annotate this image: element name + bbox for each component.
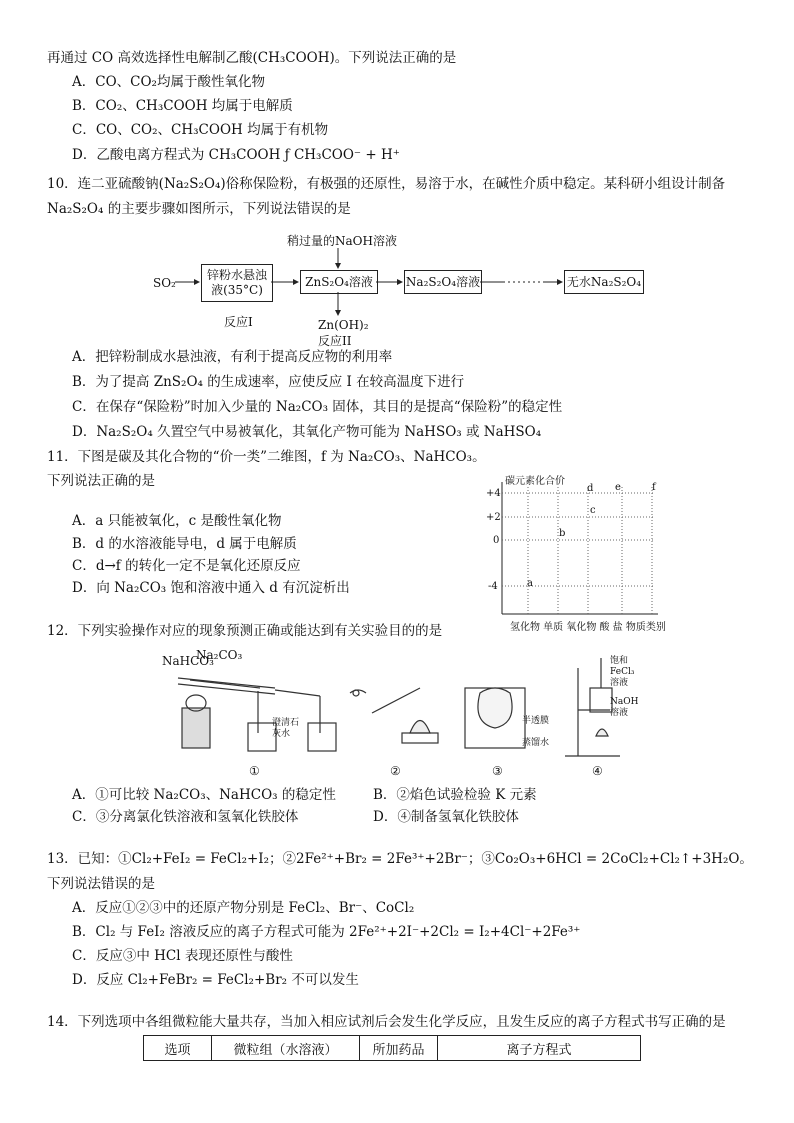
q13-option-d: D．反应 Cl₂+FeBr₂ = FeCl₂+Br₂ 不可以发生: [72, 972, 359, 988]
graph-x-label: 氢化物 单质 氧化物 酸 盐 物质类别: [510, 622, 666, 633]
q14-stem: 14．下列选项中各组微粒能大量共存，当加入相应试剂后会发生化学反应，且发生反应的离子方程式书写正确的是: [47, 1014, 726, 1030]
q11-stem-2: 下列说法正确的是: [47, 473, 155, 489]
q9-option-b: B．CO₂、CH₃COOH 均属于电解质: [72, 98, 293, 114]
q10-option-b: B．为了提高 ZnS₂O₄ 的生成速率，应使反应 I 在较高温度下进行: [72, 374, 465, 390]
header-option: 选项: [144, 1036, 212, 1061]
q12-option-c: C．③分离氯化铁溶液和氢氧化铁胶体: [72, 809, 299, 825]
graph-point-e: e: [615, 482, 621, 493]
graph-ytick-0: 0: [493, 535, 500, 546]
q10-option-d: D．Na₂S₂O₄ 久置空气中易被氧化，其氧化产物可能为 NaHSO₃ 或 NaHSO₄: [72, 424, 542, 440]
flow-box-na2s2o4-solution: Na₂S₂O₄溶液: [404, 270, 482, 294]
graph-ytick-plus4: +4: [486, 488, 501, 499]
q9-stem: 再通过 CO 高效选择性电解制乙酸(CH₃COOH)。下列说法正确的是: [47, 50, 457, 66]
flow-byproduct: Zn(OH)₂: [318, 318, 369, 332]
q13-option-a: A．反应①②③中的还原产物分别是 FeCl₂、Br⁻、CoCl₂: [72, 900, 415, 916]
graph-point-a: a: [527, 578, 533, 589]
label-naoh: NaOH溶液: [610, 697, 639, 718]
caption-4: ④: [592, 764, 603, 778]
label-limewater: 澄清石灰水: [272, 718, 300, 739]
label-distilled-water: 蒸馏水: [522, 738, 550, 748]
flow-box-anhydrous-na2s2o4: 无水Na₂S₂O₄: [564, 270, 644, 294]
graph-y-label: 碳元素化合价: [505, 476, 565, 487]
q11-option-a: A．a 只能被氧化，c 是酸性氧化物: [72, 513, 282, 529]
flow-arrows: [0, 0, 794, 360]
label-fecl3: 饱和FeCl₃溶液: [610, 656, 635, 688]
q12-stem: 12．下列实验操作对应的现象预测正确或能达到有关实验目的的是: [47, 623, 443, 639]
caption-1: ①: [249, 764, 260, 778]
graph-point-d: d: [587, 483, 594, 494]
q13-stem-1: 13．已知：①Cl₂+FeI₂ = FeCl₂+I₂；②2Fe²⁺+Br₂ = 2Fe³⁺+2Br⁻；③Co₂O₃+6HCl = 2CoCl₂+Cl₂↑+3H₂O。: [47, 851, 753, 867]
q13-stem-2: 下列说法错误的是: [47, 876, 155, 892]
graph-ytick-minus4: -4: [488, 581, 498, 592]
header-reagent: 所加药品: [360, 1036, 438, 1061]
q11-option-d: D．向 Na₂CO₃ 饱和溶液中通入 d 有沉淀析出: [72, 580, 350, 596]
q11-option-c: C．d→f 的转化一定不是氧化还原反应: [72, 558, 301, 574]
flow-input-so2: SO₂: [153, 276, 176, 290]
q13-option-b: B．Cl₂ 与 FeI₂ 溶液反应的离子方程式可能为 2Fe²⁺+2I⁻+2Cl₂ = I₂+4Cl⁻+2Fe³⁺: [72, 924, 581, 940]
header-ionic-equation: 离子方程式: [438, 1036, 641, 1061]
flow-box-zns2o4: ZnS₂O₄溶液: [300, 270, 378, 294]
label-na2co3: Na₂CO₃: [196, 648, 243, 662]
q9-option-a: A．CO、CO₂均属于酸性氧化物: [72, 74, 265, 90]
graph-ytick-plus2: +2: [486, 512, 501, 523]
flow-top-reagent: 稍过量的NaOH溶液: [287, 234, 397, 248]
q12-option-d: D．④制备氢氧化铁胶体: [373, 809, 519, 825]
q11-stem-1: 11．下图是碳及其化合物的“价一类”二维图，f 为 Na₂CO₃、NaHCO₃。: [47, 449, 486, 465]
header-particles: 微粒组（水溶液）: [212, 1036, 360, 1061]
q13-option-c: C．反应③中 HCl 表现还原性与酸性: [72, 948, 293, 964]
q12-option-a: A．①可比较 Na₂CO₃、NaHCO₃ 的稳定性: [72, 787, 336, 803]
flow-box-zinc-suspension: 锌粉水悬浊液(35°C): [201, 264, 273, 302]
graph-point-b: b: [559, 528, 566, 539]
graph-grid: [500, 482, 660, 617]
caption-2: ②: [390, 764, 401, 778]
flow-reaction-2: 反应II: [318, 334, 352, 348]
apparatus-drawings: [160, 648, 630, 766]
q10-stem-2: Na₂S₂O₄ 的主要步骤如图所示，下列说法错误的是: [47, 201, 351, 217]
q10-option-a: A．把锌粉制成水悬浊液，有利于提高反应物的利用率: [72, 349, 393, 365]
graph-point-f: f: [652, 482, 656, 493]
q11-option-b: B．d 的水溶液能导电，d 属于电解质: [72, 536, 297, 552]
q9-option-c: C．CO、CO₂、CH₃COOH 均属于有机物: [72, 122, 329, 138]
q10-stem-1: 10．连二亚硫酸钠(Na₂S₂O₄)俗称保险粉，有极强的还原性，易溶于水，在碱性介质中稳定。某科研小组设计制备: [47, 176, 726, 192]
q10-option-c: C．在保存“保险粉”时加入少量的 Na₂CO₃ 固体，其目的是提高“保险粉”的稳定性: [72, 399, 563, 415]
q9-option-d: D．乙酸电离方程式为 CH₃COOH ƒ CH₃COO⁻ + H⁺: [72, 147, 400, 163]
graph-point-c: c: [590, 505, 596, 516]
label-membrane: 半透膜: [522, 716, 550, 726]
label-nahco3: NaHCO₃: [162, 654, 214, 668]
q14-table: [143, 1035, 641, 1061]
caption-3: ③: [492, 764, 503, 778]
flow-reaction-1: 反应I: [224, 315, 253, 329]
table-header-row: [144, 1036, 641, 1061]
q12-option-b: B．②焰色试验检验 K 元素: [373, 787, 537, 803]
